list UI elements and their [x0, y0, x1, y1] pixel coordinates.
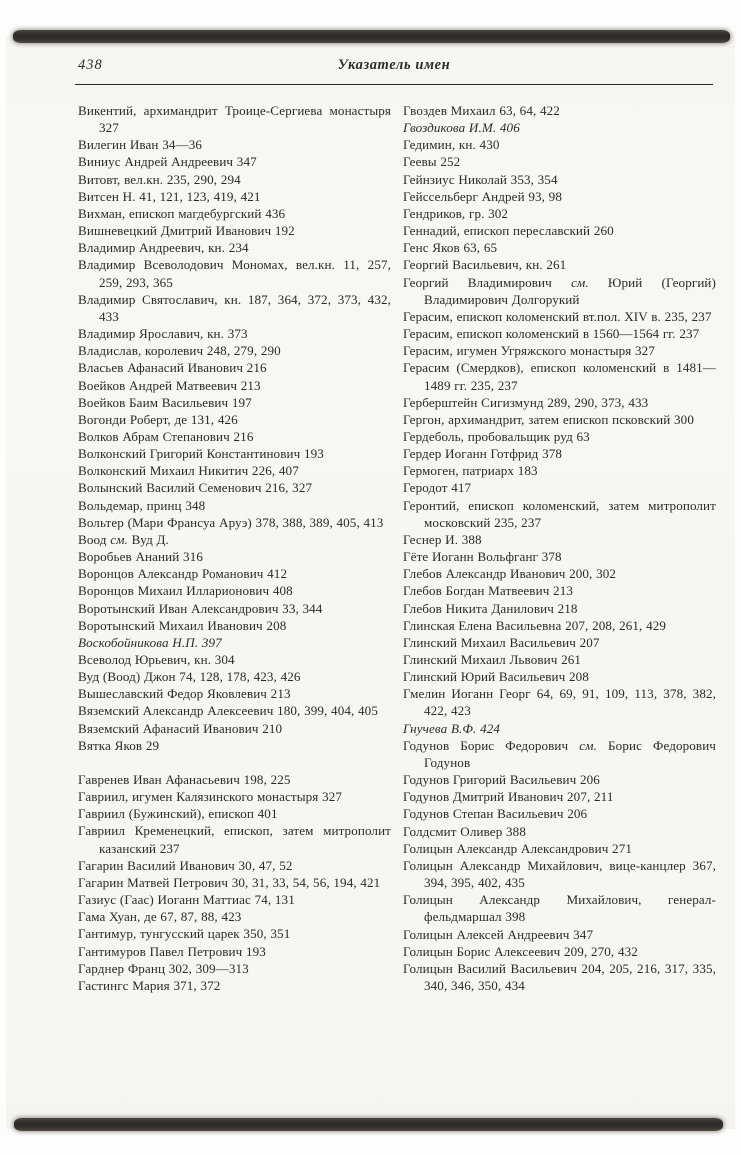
index-entry: Вышеславский Федор Яковлевич 213	[78, 686, 291, 702]
index-entry: Годунов Борис Федорович см. Борис Федорович Годунов	[403, 737, 716, 770]
index-entry: Воейков Баим Васильевич 197	[78, 394, 252, 410]
running-title: Указатель имен	[337, 57, 451, 73]
index-entry: Генс Яков 63, 65	[403, 240, 498, 256]
index-entry: Владимир Андреевич, кн. 234	[78, 240, 249, 256]
index-entry: Витовт, вел.кн. 235, 290, 294	[78, 171, 241, 187]
page-header	[75, 57, 713, 77]
index-entry: Владимир Ярославич, кн. 373	[78, 326, 248, 342]
see-reference-marker: см.	[579, 737, 598, 753]
index-entry: Вятка Яков 29	[78, 737, 160, 753]
index-entry: Воротынский Иван Александрович 33, 344	[78, 600, 323, 616]
index-entry: Гавренев Иван Афанасьевич 198, 225	[78, 771, 291, 787]
index-entry: Гастингс Мария 371, 372	[78, 977, 221, 993]
header-rule	[75, 84, 713, 85]
index-entry: Геевы 252	[403, 154, 461, 170]
index-entry: Гагарин Матвей Петрович 30, 31, 33, 54, 56, 194, 421	[78, 874, 381, 890]
index-entry: Герасим, епископ коломенский вт.пол. XIV в. 235, 237	[403, 308, 712, 324]
index-columns	[78, 102, 716, 994]
index-entry: Вуд (Воод) Джон 74, 128, 178, 423, 426	[78, 669, 301, 685]
index-entry: Голдсмит Оливер 388	[403, 823, 526, 839]
index-entry: Воронцов Михаил Илларионович 408	[78, 583, 293, 599]
index-entry: Годунов Григорий Васильевич 206	[403, 772, 600, 788]
index-entry: Вишневецкий Дмитрий Иванович 192	[78, 223, 295, 239]
scan-edge-bottom	[14, 1118, 723, 1131]
index-entry: Волков Абрам Степанович 216	[78, 428, 254, 444]
index-entry: Волконский Михаил Никитич 226, 407	[78, 463, 299, 479]
index-entry: Воейков Андрей Матвеевич 213	[78, 377, 261, 393]
index-entry: Глинская Елена Васильевна 207, 208, 261, 429	[403, 617, 667, 633]
index-entry: Гантимур, тунгусский царек 350, 351	[78, 926, 291, 942]
index-entry: Газиус (Гаас) Иоганн Маттиас 74, 131	[78, 892, 295, 908]
index-entry: Гагарин Василий Иванович 30, 47, 52	[78, 857, 293, 873]
index-entry: Годунов Дмитрий Иванович 207, 211	[403, 789, 614, 805]
index-entry: Гейнзиус Николай 353, 354	[403, 171, 558, 187]
index-entry: Герберштейн Сигизмунд 289, 290, 373, 433	[403, 394, 649, 410]
index-entry: Гермоген, патриарх 183	[403, 463, 538, 479]
index-entry: Глинский Юрий Васильевич 208	[403, 669, 589, 685]
index-entry: Георгий Владимирович см. Юрий (Георгий) Владимирович Долгорукий	[403, 274, 716, 307]
index-entry: Гвоздев Михаил 63, 64, 422	[403, 103, 560, 118]
index-entry: Голицын Александр Михайлович, генерал-фельдмаршал 398	[403, 892, 716, 925]
index-entry: Вихман, епископ магдебургский 436	[78, 205, 286, 221]
index-entry: Голицын Алексей Андреевич 347	[403, 926, 594, 942]
index-entry: Владимир Святославич, кн. 187, 364, 372, 373, 432, 433	[78, 291, 391, 324]
index-entry: Глебов Богдан Матвеевич 213	[403, 583, 573, 599]
index-entry: Всеволод Юрьевич, кн. 304	[78, 652, 235, 667]
index-entry: Вилегин Иван 34—36	[78, 137, 202, 153]
index-entry: Воробьев Ананий 316	[78, 549, 203, 565]
scan-edge-top	[13, 30, 730, 43]
see-reference-marker: см.	[571, 274, 589, 290]
index-entry: Гейссельберг Андрей 93, 98	[403, 188, 562, 204]
index-entry: Волынский Василий Семенович 216, 327	[78, 480, 313, 496]
index-entry: Викентий, архимандрит Троице-Сергиева монастыря 327	[78, 103, 391, 136]
index-entry: Голицын Александр Александрович 271	[403, 840, 633, 856]
index-entry: Гавриил (Бужинский), епископ 401	[78, 806, 278, 822]
index-entry: Герасим, епископ коломенский в 1560—1564 гг. 237	[403, 326, 700, 342]
index-entry: Геродот 417	[403, 480, 472, 496]
index-entry: Волконский Григорий Константинович 193	[78, 446, 324, 462]
index-entry: Герасим (Смердков), епископ коломенский в 1481—1489 гг. 235, 237	[403, 360, 716, 393]
index-entry: Геснер И. 388	[403, 531, 482, 547]
index-entry: Гама Хуан, де 67, 87, 88, 423	[78, 909, 242, 925]
see-reference-marker: см.	[110, 531, 128, 547]
index-entry: Глинский Михаил Львович 261	[403, 652, 582, 667]
index-column-right	[403, 102, 716, 994]
index-entry: Геронтий, епископ коломенский, затем митрополит московский 235, 237	[403, 497, 716, 530]
page-number: 438	[78, 57, 103, 73]
index-entry: Гарднер Франц 302, 309—313	[78, 960, 249, 976]
index-entry: Герасим, игумен Угряжского монастыря 327	[403, 343, 655, 359]
index-column-left	[78, 102, 391, 994]
index-entry: Гендриков, гр. 302	[403, 205, 509, 221]
index-entry: Гердер Иоганн Готфрид 378	[403, 446, 563, 462]
index-entry: Воронцов Александр Романович 412	[78, 566, 288, 582]
index-entry: Геннадий, епископ переславский 260	[403, 223, 614, 239]
index-entry: Гантимуров Павел Петрович 193	[78, 943, 266, 959]
index-entry: Голицын Василий Васильевич 204, 205, 216, 317, 335, 340, 346, 350, 434	[403, 960, 716, 993]
index-entry: Гергон, архимандрит, затем епископ псковский 300	[403, 411, 694, 427]
index-entry: Воротынский Михаил Иванович 208	[78, 617, 287, 633]
index-entry: Вяземский Александр Алексеевич 180, 399, 404, 405	[78, 703, 378, 719]
index-entry: Вяземский Афанасий Иванович 210	[78, 720, 283, 736]
index-entry: Воод см. Вуд Д.	[78, 531, 169, 547]
index-entry: Голицын Борис Алексеевич 209, 270, 432	[403, 943, 638, 959]
index-entry: Вольтер (Мари Франсуа Аруэ) 378, 388, 389, 405, 413	[78, 514, 384, 530]
index-entry: Гедимин, кн. 430	[403, 137, 500, 153]
index-entry: Владимир Всеволодович Мономах, вел.кн. 11, 257, 259, 293, 365	[78, 257, 391, 290]
index-entry: Георгий Васильевич, кн. 261	[403, 257, 567, 273]
index-entry: Воскобойникова Н.П. 397	[78, 634, 222, 650]
index-entry: Гвоздикова И.М. 406	[403, 120, 520, 136]
index-entry: Гёте Иоганн Вольфганг 378	[403, 549, 562, 565]
index-entry: Гердеболь, пробовальщик руд 63	[403, 428, 590, 444]
index-entry: Власьев Афанасий Иванович 216	[78, 360, 267, 376]
index-entry: Витсен Н. 41, 121, 123, 419, 421	[78, 188, 261, 204]
index-entry: Виниус Андрей Андреевич 347	[78, 154, 257, 170]
index-entry: Глинский Михаил Васильевич 207	[403, 634, 600, 650]
index-entry: Глебов Александр Иванович 200, 302	[403, 566, 617, 582]
index-entry: Гнучева В.Ф. 424	[403, 720, 501, 736]
index-entry: Вольдемар, принц 348	[78, 497, 206, 513]
index-entry: Гмелин Иоганн Георг 64, 69, 91, 109, 113, 378, 382, 422, 423	[403, 686, 716, 719]
index-entry: Гавриил Кременецкий, епископ, затем митрополит казанский 237	[78, 823, 391, 856]
index-entry: Глебов Никита Данилович 218	[403, 600, 578, 616]
index-entry: Голицын Александр Михайлович, вице-канцлер 367, 394, 395, 402, 435	[403, 857, 716, 891]
index-entry: Гавриил, игумен Калязинского монастыря 327	[78, 789, 343, 805]
index-entry: Вогонди Роберт, де 131, 426	[78, 411, 238, 427]
index-entry: Годунов Степан Васильевич 206	[403, 806, 588, 822]
index-entry: Владислав, королевич 248, 279, 290	[78, 343, 281, 359]
